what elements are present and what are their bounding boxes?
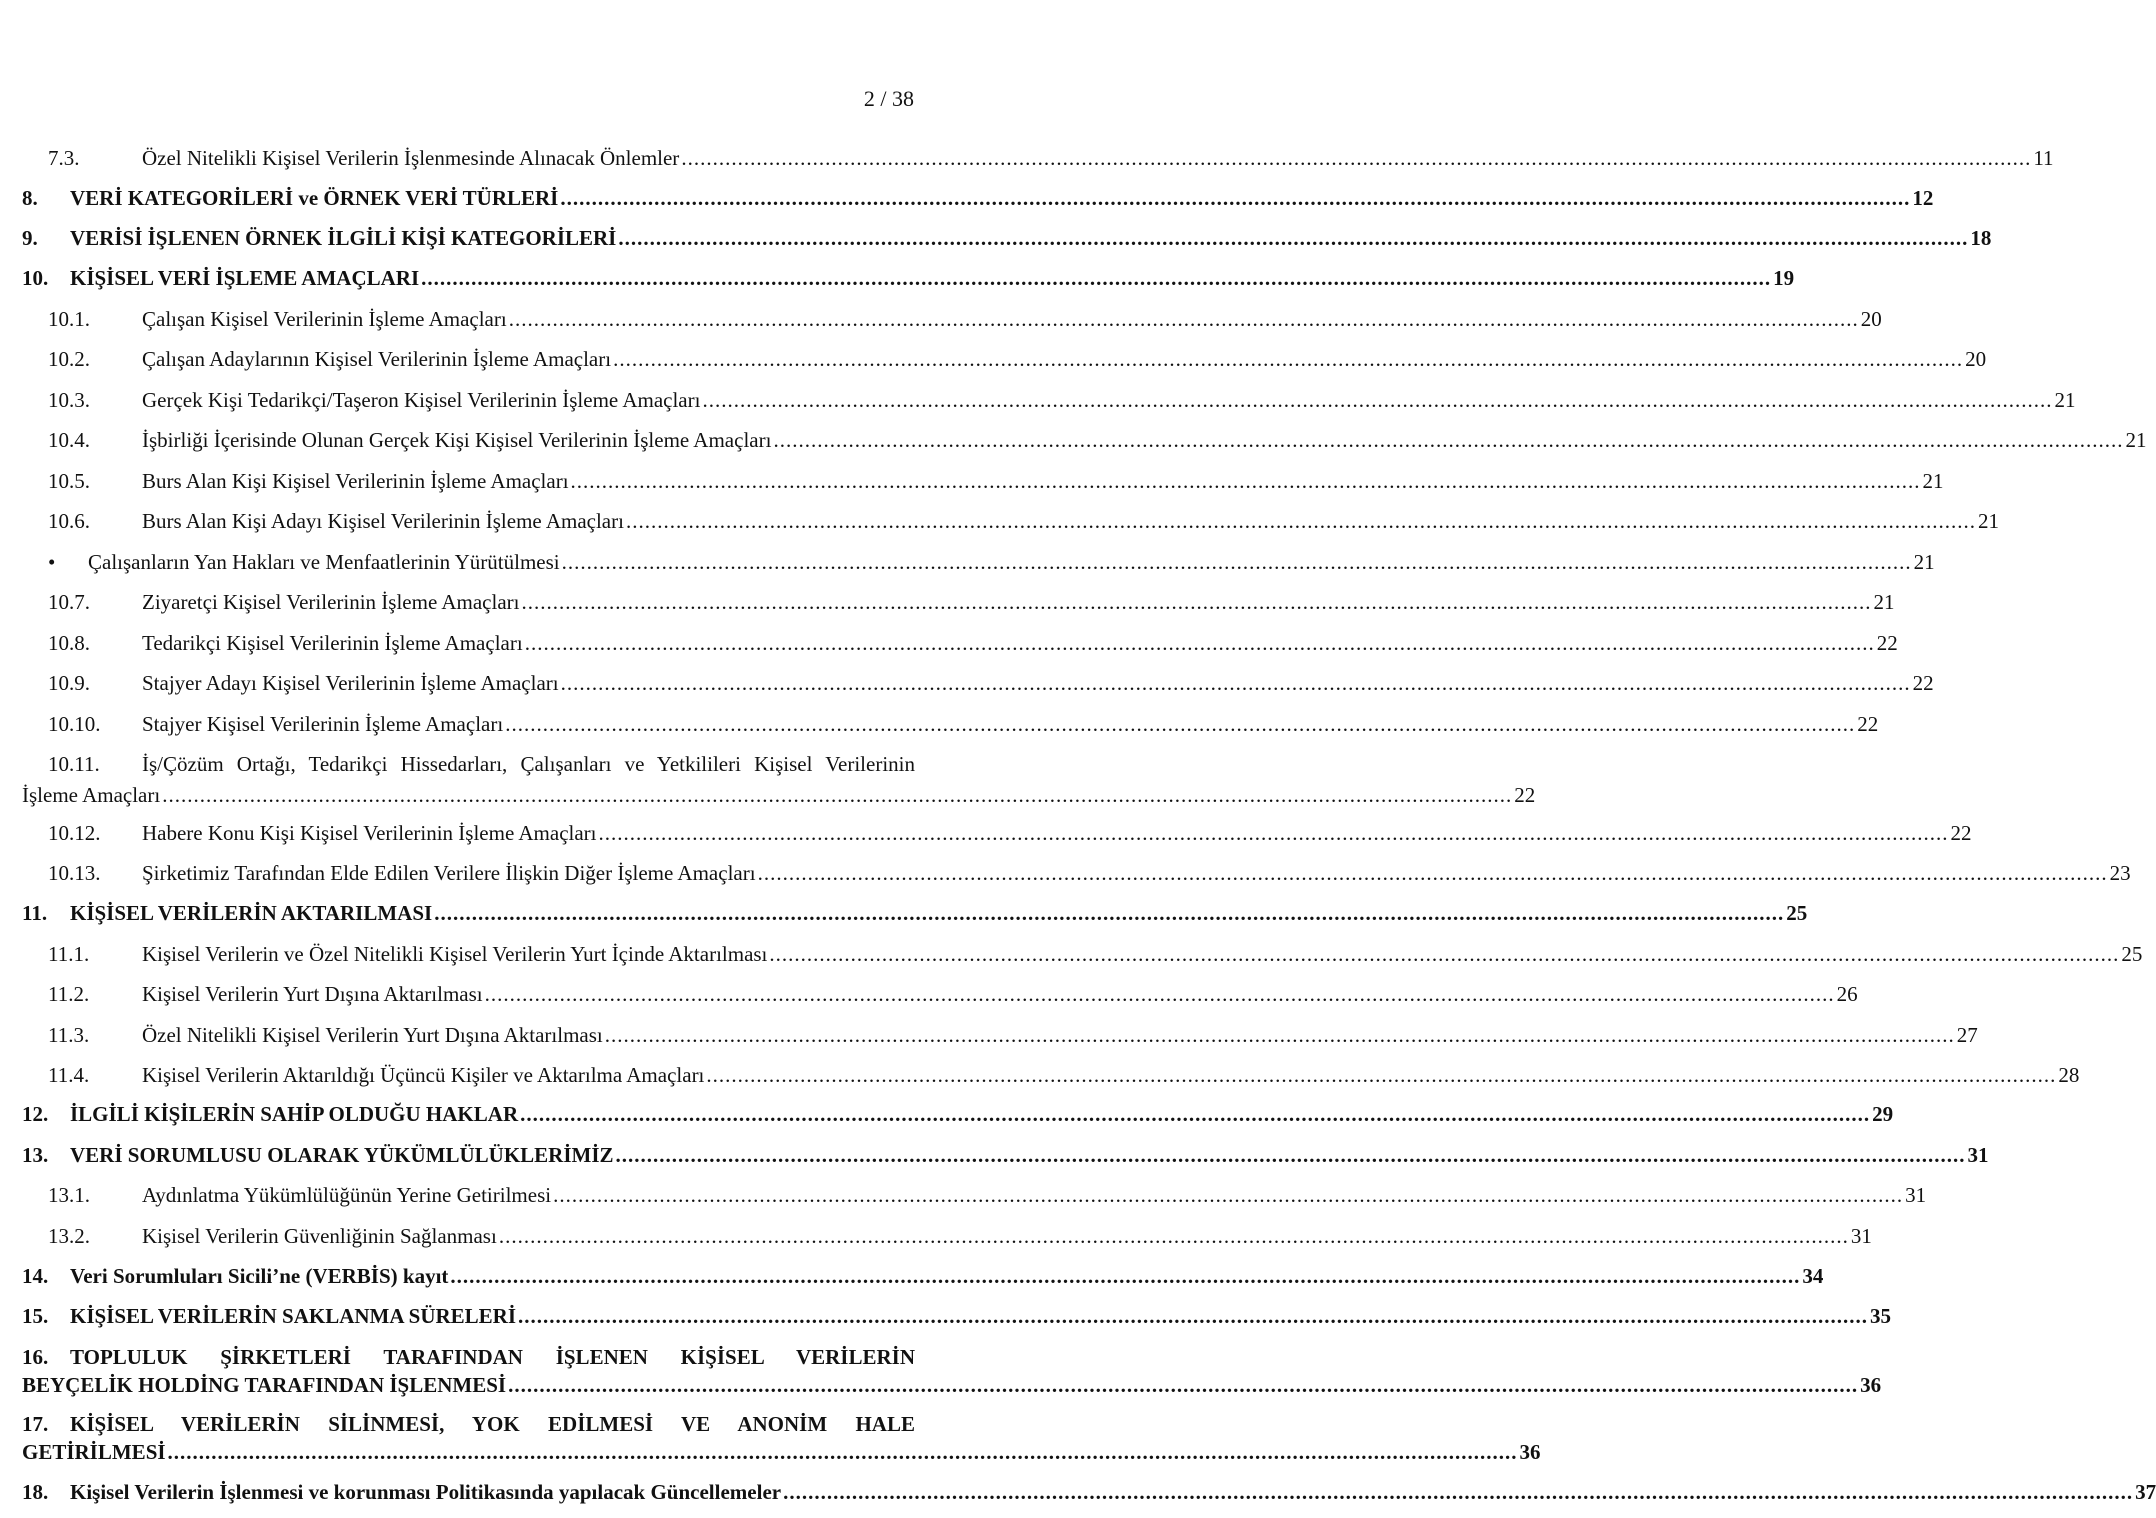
toc-leader xyxy=(560,184,1910,212)
toc-entry-10-12[interactable] xyxy=(22,819,1972,847)
toc-title: Kişisel Verilerin Güvenliğinin Sağlanması xyxy=(142,1224,497,1248)
toc-entry-11-2[interactable] xyxy=(22,980,1858,1008)
toc-entry-10-5[interactable] xyxy=(22,467,1944,495)
toc-entry-18[interactable] xyxy=(22,1478,2156,1506)
toc-title: KİŞİSEL VERİLERİN SAKLANMA SÜRELERİ xyxy=(70,1304,517,1328)
toc-page: 28 xyxy=(2058,1063,2080,1087)
toc-entry-10-7[interactable] xyxy=(22,588,1895,616)
toc-number: 13. xyxy=(22,1143,49,1167)
toc-title: Kişisel Verilerin İşlenmesi ve korunması Politikasında yapılacak Güncellemeler xyxy=(70,1480,782,1504)
toc-number: 10.13. xyxy=(48,861,101,885)
toc-leader xyxy=(520,1100,1870,1128)
toc-entry-13-1[interactable] xyxy=(22,1181,1927,1209)
toc-page: 31 xyxy=(1967,1143,1989,1167)
toc-title: Gerçek Kişi Tedarikçi/Taşeron Kişisel Verilerinin İşleme Amaçları xyxy=(142,388,701,412)
toc-title: KİŞİSEL VERİLERİN AKTARILMASI xyxy=(70,901,433,925)
toc-title-line-1: TOPLULUK ŞİRKETLERİ TARAFINDAN İŞLENEN KİŞİSEL VERİLERİN xyxy=(70,1345,915,1369)
toc-title: Çalışan Adaylarının Kişisel Verilerinin İşleme Amaçları xyxy=(142,347,612,371)
toc-page: 26 xyxy=(1836,982,1858,1006)
toc-leader xyxy=(168,1438,1518,1466)
toc-leader xyxy=(571,467,1921,495)
toc-leader xyxy=(499,1222,1849,1250)
toc-leader xyxy=(773,426,2123,454)
toc-leader xyxy=(681,144,2031,172)
toc-entry-11-4[interactable] xyxy=(22,1061,2080,1089)
bullet-icon: • xyxy=(48,550,56,574)
toc-title: Kişisel Verilerin Yurt Dışına Aktarılması xyxy=(142,982,483,1006)
toc-title: Kişisel Verilerin ve Özel Nitelikli Kişisel Verilerin Yurt İçinde Aktarılması xyxy=(142,942,768,966)
toc-title: Veri Sorumluları Sicili’ne (VERBİS) kayıt xyxy=(70,1264,449,1288)
toc-page: 21 xyxy=(1913,550,1935,574)
toc-number: 16. xyxy=(22,1345,49,1369)
toc-title: Çalışanların Yan Hakları ve Menfaatlerinin Yürütülmesi xyxy=(88,550,560,574)
toc-page: 31 xyxy=(1850,1224,1872,1248)
toc-leader xyxy=(434,899,1784,927)
toc-leader xyxy=(509,305,1859,333)
toc-page: 21 xyxy=(1873,590,1895,614)
toc-number: 11.4. xyxy=(48,1063,90,1087)
toc-title: Stajyer Adayı Kişisel Verilerinin İşleme Amaçları xyxy=(142,671,559,695)
toc-entry-10-10[interactable] xyxy=(22,710,1879,738)
toc-entry-11[interactable] xyxy=(22,899,1808,927)
toc-number: 10. xyxy=(22,266,49,290)
toc-title: Burs Alan Kişi Adayı Kişisel Verilerinin İşleme Amaçları xyxy=(142,509,624,533)
toc-page: 25 xyxy=(1786,901,1808,925)
toc-entry-10-9[interactable] xyxy=(22,669,1934,697)
toc-number: 10.3. xyxy=(48,388,90,412)
toc-page: 25 xyxy=(2121,942,2143,966)
toc-leader xyxy=(553,1181,1903,1209)
toc-page: 27 xyxy=(1956,1023,1978,1047)
toc-number: 10.6. xyxy=(48,509,90,533)
toc-title: VERİSİ İŞLENEN ÖRNEK İLGİLİ KİŞİ KATEGORİLERİ xyxy=(70,226,617,250)
toc-title: VERİ SORUMLUSU OLARAK YÜKÜMLÜLÜKLERİMİZ xyxy=(70,1143,614,1167)
toc-leader xyxy=(561,669,1911,697)
toc-page: 22 xyxy=(1514,783,1536,807)
toc-page: 19 xyxy=(1773,266,1795,290)
toc-number: 9. xyxy=(22,226,38,250)
toc-page: 21 xyxy=(2125,428,2147,452)
toc-title: Burs Alan Kişi Kişisel Verilerinin İşleme Amaçları xyxy=(142,469,569,493)
toc-leader xyxy=(162,781,1512,809)
toc-page: 21 xyxy=(2054,388,2076,412)
toc-number: 18. xyxy=(22,1480,49,1504)
toc-title: VERİ KATEGORİLERİ ve ÖRNEK VERİ TÜRLERİ xyxy=(70,186,559,210)
toc-number: 8. xyxy=(22,186,38,210)
toc-title: Özel Nitelikli Kişisel Verilerin Yurt Dışına Aktarılması xyxy=(142,1023,603,1047)
toc-number: 11.2. xyxy=(48,982,90,1006)
toc-page: 20 xyxy=(1860,307,1882,331)
toc-title: Özel Nitelikli Kişisel Verilerin İşlenmesinde Alınacak Önlemler xyxy=(142,146,680,170)
toc-leader xyxy=(702,386,2052,414)
toc-title: KİŞİSEL VERİ İŞLEME AMAÇLARI xyxy=(70,266,420,290)
toc-title: Kişisel Verilerin Aktarıldığı Üçüncü Kişiler ve Aktarılma Amaçları xyxy=(142,1063,705,1087)
toc-number: 11.3. xyxy=(48,1023,90,1047)
toc-page: 22 xyxy=(1912,671,1934,695)
toc-title: Tedarikçi Kişisel Verilerinin İşleme Amaçları xyxy=(142,631,523,655)
toc-page: 36 xyxy=(1860,1373,1882,1397)
toc-number: 11. xyxy=(22,901,48,925)
toc-entry-8[interactable] xyxy=(22,184,1934,212)
toc-page: 22 xyxy=(1876,631,1898,655)
toc-number: 10.8. xyxy=(48,631,90,655)
toc-number: 7.3. xyxy=(48,146,80,170)
toc-page: 22 xyxy=(1857,712,1879,736)
toc-page: 34 xyxy=(1802,1264,1824,1288)
toc-number: 13.2. xyxy=(48,1224,90,1248)
toc-page: 12 xyxy=(1912,186,1934,210)
toc-title-line-2: BEYÇELİK HOLDİNG TARAFINDAN İŞLENMESİ xyxy=(22,1373,507,1397)
toc-title: Aydınlatma Yükümlülüğünün Yerine Getirilmesi xyxy=(142,1183,552,1207)
toc-number: 12. xyxy=(22,1102,49,1126)
toc-number: 17. xyxy=(22,1412,49,1436)
toc-number: 10.5. xyxy=(48,469,90,493)
toc-entry-9[interactable] xyxy=(22,224,1992,252)
toc-title: Habere Konu Kişi Kişisel Verilerinin İşleme Amaçları xyxy=(142,821,597,845)
toc-leader xyxy=(518,1302,1868,1330)
toc-leader xyxy=(769,940,2119,968)
toc-entry-17[interactable] xyxy=(22,1410,1541,1466)
page-number: 2 / 38 xyxy=(863,86,914,111)
toc-page: 29 xyxy=(1872,1102,1894,1126)
toc-title: İşbirliği İçerisinde Olunan Gerçek Kişi Kişisel Verilerinin İşleme Amaçları xyxy=(142,428,772,452)
toc-page: 23 xyxy=(2109,861,2131,885)
toc-entry-10-11[interactable] xyxy=(22,750,1536,809)
toc-number: 11.1. xyxy=(48,942,90,966)
toc-leader xyxy=(605,1021,1955,1049)
toc-entry-10-3[interactable] xyxy=(22,386,2076,414)
toc-number: 10.10. xyxy=(48,712,101,736)
toc-entry-13[interactable] xyxy=(22,1141,1989,1169)
toc-entry-15[interactable] xyxy=(22,1302,1892,1330)
toc-entry-bullet[interactable] xyxy=(22,548,1935,576)
toc-entry-10-8[interactable] xyxy=(22,629,1898,657)
toc-title: Ziyaretçi Kişisel Verilerinin İşleme Amaçları xyxy=(142,590,520,614)
toc-entry-10-1[interactable] xyxy=(22,305,1882,333)
toc-page: 35 xyxy=(1870,1304,1892,1328)
toc-entry-10-2[interactable] xyxy=(22,345,1987,373)
toc-title-line-1: İş/Çözüm Ortağı, Tedarikçi Hissedarları, Çalışanları ve Yetkilileri Kişisel Verilerinin xyxy=(142,752,915,776)
toc-page: 36 xyxy=(1519,1440,1541,1464)
toc-number: 15. xyxy=(22,1304,49,1328)
toc-entry-13-2[interactable] xyxy=(22,1222,1872,1250)
toc-page: 31 xyxy=(1905,1183,1927,1207)
toc-title: İLGİLİ KİŞİLERİN SAHİP OLDUĞU HAKLAR xyxy=(70,1102,519,1126)
toc-number: 14. xyxy=(22,1264,49,1288)
toc-leader xyxy=(421,264,1771,292)
toc-leader xyxy=(706,1061,2056,1089)
toc-leader xyxy=(599,819,1949,847)
toc-leader xyxy=(616,1141,1966,1169)
toc-number: 10.2. xyxy=(48,347,90,371)
toc-entry-7-3[interactable] xyxy=(22,144,2054,172)
toc-leader xyxy=(562,548,1912,576)
toc-entry-10-6[interactable] xyxy=(22,507,1999,535)
toc-number: 10.9. xyxy=(48,671,90,695)
toc-entry-10[interactable] xyxy=(22,264,1795,292)
toc-page: 22 xyxy=(1950,821,1972,845)
toc-number: 10.7. xyxy=(48,590,90,614)
toc-page: 20 xyxy=(1965,347,1987,371)
toc-entry-10-4[interactable] xyxy=(22,426,2147,454)
toc-leader xyxy=(508,1371,1858,1399)
toc-leader xyxy=(485,980,1835,1008)
toc-title-line-1: KİŞİSEL VERİLERİN SİLİNMESİ, YOK EDİLMESİ VE ANONİM HALE xyxy=(70,1412,915,1436)
toc-leader xyxy=(626,507,1976,535)
toc-title-line-2: GETİRİLMESİ xyxy=(22,1440,166,1464)
toc-leader xyxy=(450,1262,1800,1290)
toc-title: Şirketimiz Tarafından Elde Edilen Verilere İlişkin Diğer İşleme Amaçları xyxy=(142,861,756,885)
toc-entry-16[interactable] xyxy=(22,1343,1882,1399)
toc-leader xyxy=(522,588,1872,616)
toc-leader xyxy=(505,710,1855,738)
toc-page: 21 xyxy=(1977,509,1999,533)
toc-title-line-2: İşleme Amaçları xyxy=(22,783,161,807)
toc-page: 37 xyxy=(2135,1480,2156,1504)
toc-leader xyxy=(525,629,1875,657)
toc-entry-14[interactable] xyxy=(22,1262,1824,1290)
toc-title: Çalışan Kişisel Verilerinin İşleme Amaçları xyxy=(142,307,507,331)
toc-leader xyxy=(783,1478,2133,1506)
toc-page: 11 xyxy=(2033,146,2054,170)
toc-page: 21 xyxy=(1922,469,1944,493)
toc-number: 10.1. xyxy=(48,307,90,331)
toc-leader xyxy=(618,224,1968,252)
toc-number: 13.1. xyxy=(48,1183,90,1207)
toc-title: Stajyer Kişisel Verilerinin İşleme Amaçları xyxy=(142,712,504,736)
toc-number: 10.4. xyxy=(48,428,90,452)
toc-number: 10.11. xyxy=(48,752,100,776)
toc-leader xyxy=(758,859,2108,887)
toc-entry-11-3[interactable] xyxy=(22,1021,1978,1049)
toc-entry-10-13[interactable] xyxy=(22,859,2131,887)
toc-leader xyxy=(613,345,1963,373)
toc-number: 10.12. xyxy=(48,821,101,845)
toc-entry-11-1[interactable] xyxy=(22,940,2143,968)
toc-page: 18 xyxy=(1970,226,1992,250)
toc-entry-12[interactable] xyxy=(22,1100,1894,1128)
